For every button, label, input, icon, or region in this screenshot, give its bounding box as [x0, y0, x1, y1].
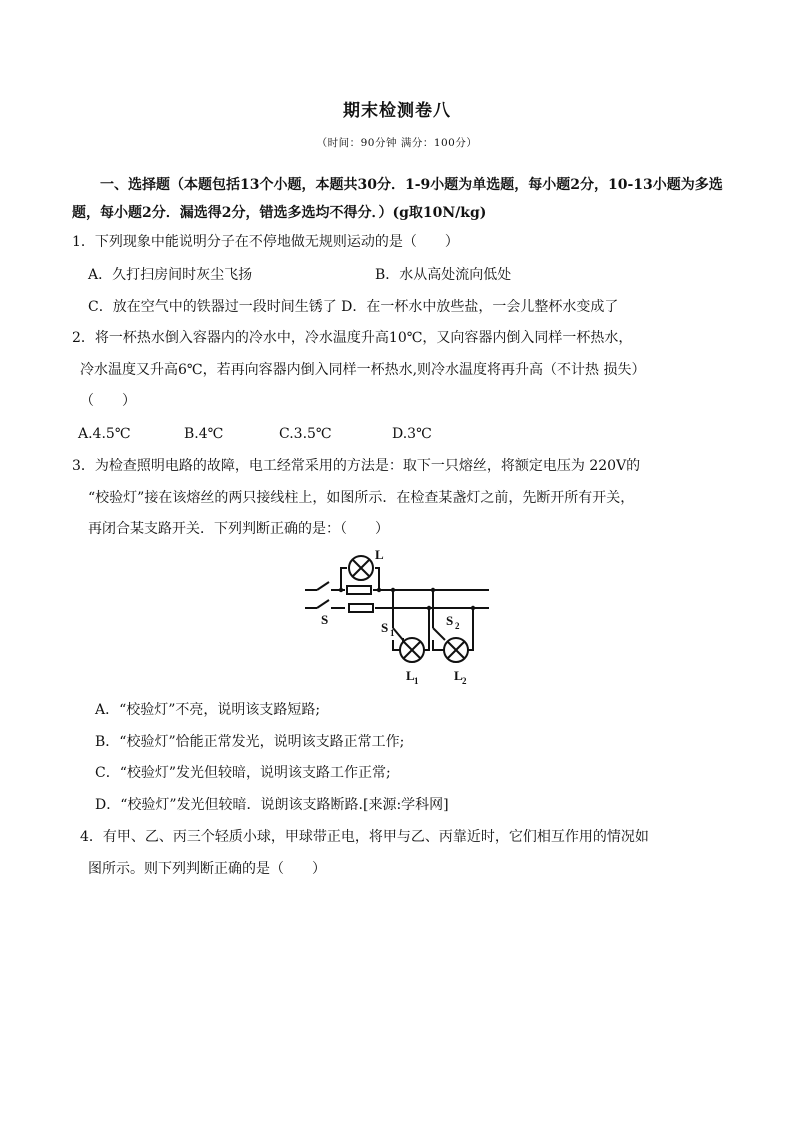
- label-l2-sub: 2: [462, 676, 467, 686]
- label-l1: L: [406, 668, 415, 683]
- question-3-line1: 3．为检查照明电路的故障，电工经常采用的方法是：取下一只熔丝，将额定电压为 220V的: [72, 458, 641, 474]
- question-3-line3: 再闭合某支路开关．下列判断正确的是：（ ）: [88, 521, 389, 537]
- question-2-option-c: C.3.5℃: [279, 426, 332, 442]
- question-1-option-cd: C．放在空气中的铁器过一段时间生锈了 D．在一杯水中放些盐，一会儿整杯水变成了: [88, 299, 619, 315]
- label-s2-sub: 2: [455, 621, 460, 631]
- lamp-l2: [444, 638, 468, 662]
- section-instructions-line2: 题，每小题2分．漏选得2分，错选多选均不得分．）(g取10N/kg): [72, 205, 487, 221]
- question-4-line2: 图所示。则下列判断正确的是（ ）: [88, 861, 326, 877]
- lamp-l1: [400, 638, 424, 662]
- question-3-option-d: D．“校验灯”发光但较暗．说朗该支路断路.[来源:学科网]: [95, 797, 449, 813]
- label-l: L: [375, 547, 384, 562]
- question-2-option-b: B.4℃: [184, 426, 224, 442]
- exam-time-score: （时间：90分钟 满分：100分）: [316, 137, 478, 149]
- question-3-option-b: B．“校验灯”恰能正常发光，说明该支路正常工作;: [95, 734, 405, 750]
- label-s2: S: [446, 613, 454, 628]
- circuit-diagram: [303, 546, 493, 686]
- label-s1: S: [381, 620, 389, 635]
- question-3-line2: “校验灯”接在该熔丝的两只接线柱上，如图所示．在检查某盏灯之前，先断开所有开关，: [88, 490, 635, 506]
- question-2-option-a: A.4.5℃: [78, 426, 131, 442]
- question-3-option-a: A．“校验灯”不亮，说明该支路短路;: [95, 702, 321, 718]
- question-3-option-c: C．“校验灯”发光但较暗，说明该支路工作正常;: [95, 765, 391, 781]
- question-2-line2: 冷水温度又升高6℃，若再向容器内倒入同样一杯热水,则冷水温度将再升高（不计热 损失）: [80, 362, 646, 378]
- question-1-option-b: B．水从高处流向低处: [375, 267, 512, 283]
- question-1-option-a: A．久打扫房间时灰尘飞扬: [88, 267, 253, 283]
- question-2-option-d: D.3℃: [392, 426, 432, 442]
- page-title: 期末检测卷八: [343, 101, 451, 121]
- question-4-line1: 4．有甲、乙、丙三个轻质小球，甲球带正电，将甲与乙、丙靠近时，它们相互作用的情况如: [80, 829, 649, 845]
- label-l1-sub: 1: [414, 676, 419, 686]
- label-l2: L: [454, 668, 463, 683]
- check-lamp-l: [349, 556, 373, 580]
- section-instructions-line1: 一、选择题（本题包括13个小题，本题共30分．1-9小题为单选题，每小题2分，10-13小题为多选: [100, 177, 723, 193]
- question-2-line3: （ ）: [80, 393, 136, 409]
- question-1-stem: 1．下列现象中能说明分子在不停地做无规则运动的是（ ）: [72, 234, 459, 250]
- question-2-line1: 2．将一杯热水倒入容器内的冷水中，冷水温度升高10℃，又向容器内倒入同样一杯热水，: [72, 330, 633, 346]
- label-s1-sub: 1: [390, 628, 395, 638]
- label-s: S: [321, 612, 329, 627]
